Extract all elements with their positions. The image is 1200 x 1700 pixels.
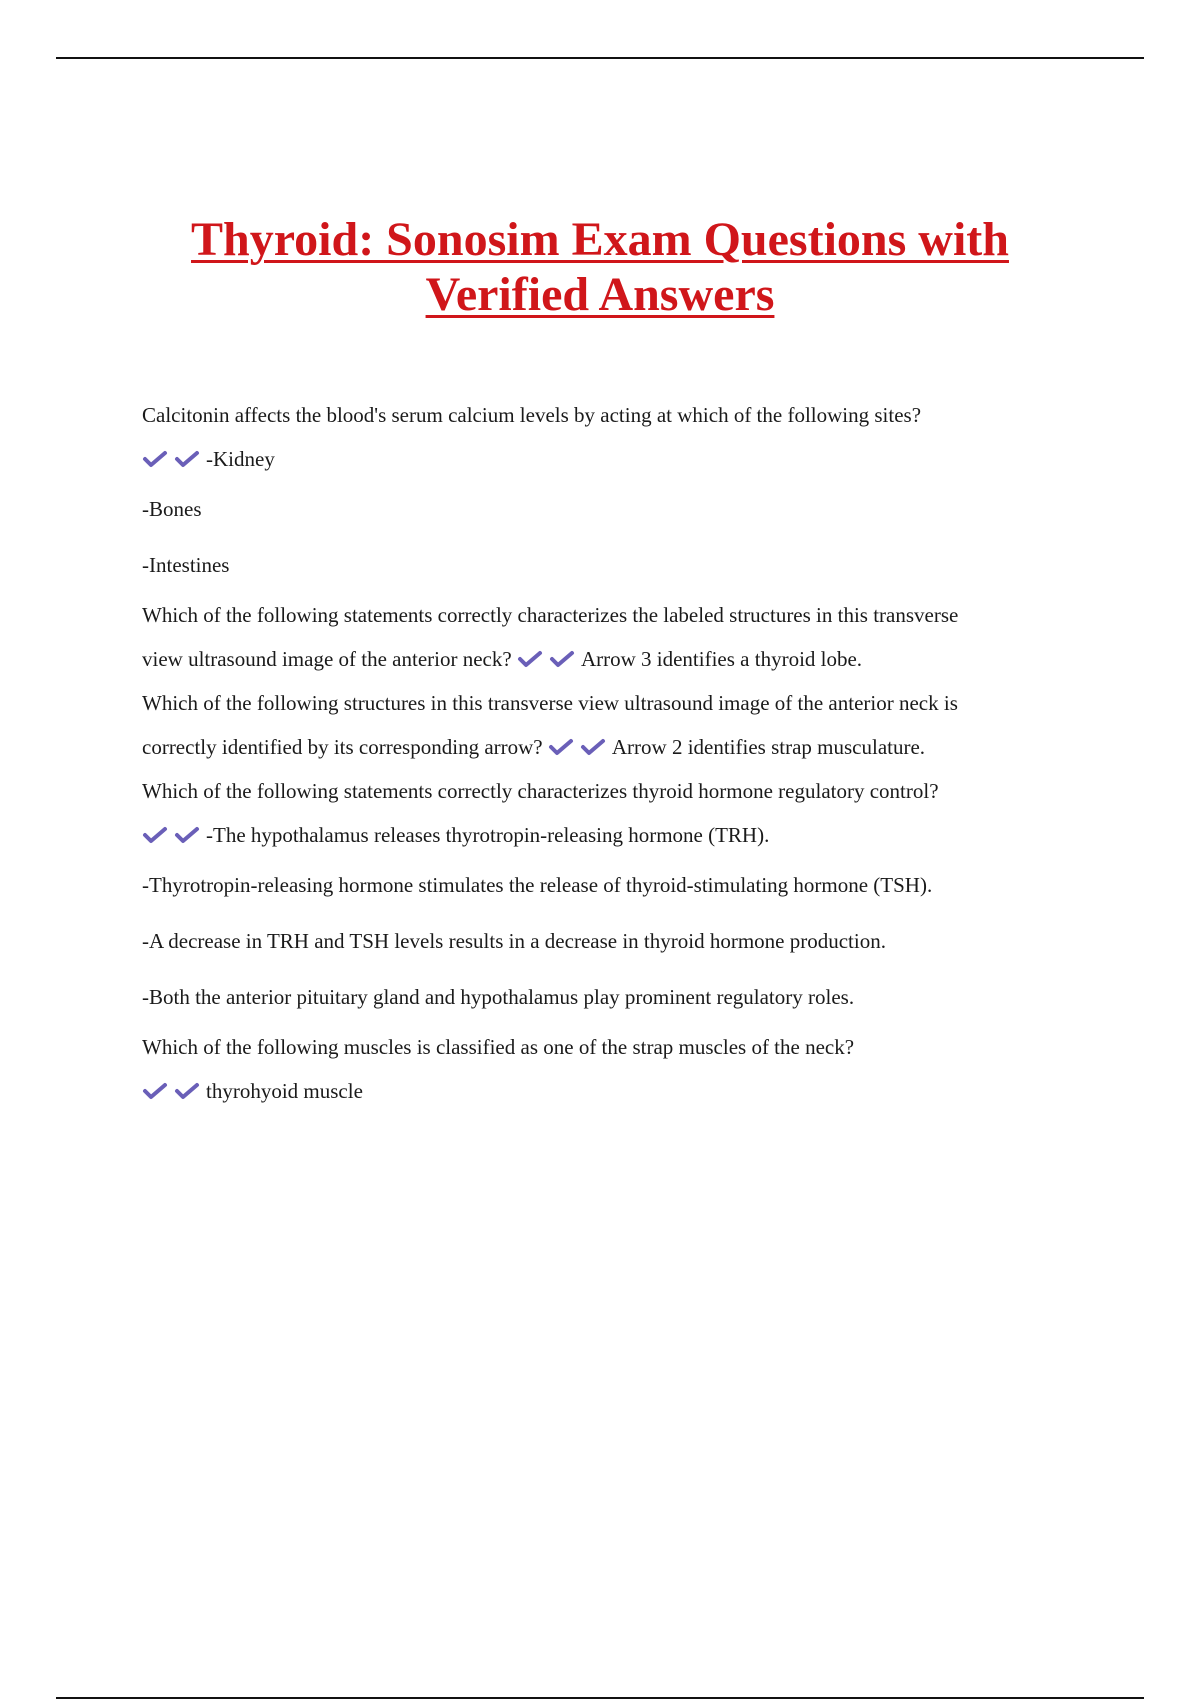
answer-option: -A decrease in TRH and TSH levels results in a decrease in thyroid hormone production. xyxy=(142,929,886,953)
question-block-4 xyxy=(142,769,1082,1025)
answer-line xyxy=(142,813,1082,857)
answer-line xyxy=(142,637,1082,681)
title-line-1: Thyroid: Sonosim Exam Questions with xyxy=(191,213,1009,266)
question-text: Which of the following muscles is classified as one of the strap muscles of the neck? xyxy=(142,1035,855,1059)
check-icon xyxy=(174,1082,200,1100)
check-icon xyxy=(174,450,200,468)
question-block-5 xyxy=(142,1025,1082,1113)
qa-content xyxy=(142,393,1082,1113)
verified-checks xyxy=(142,1069,206,1113)
verified-checks xyxy=(517,637,581,681)
answer-option: -The hypothalamus releases thyrotropin-releasing hormone (TRH). xyxy=(206,823,770,847)
answer-text: Arrow 2 identifies strap musculature. xyxy=(611,735,926,759)
answer-text: Arrow 3 identifies a thyroid lobe. xyxy=(580,647,863,671)
check-icon xyxy=(580,738,606,756)
check-icon xyxy=(174,826,200,844)
question-text: Calcitonin affects the blood's serum calcium levels by acting at which of the following sites? xyxy=(142,403,922,427)
check-icon xyxy=(517,650,543,668)
document-title xyxy=(0,212,1200,322)
answer-option: -Intestines xyxy=(142,553,230,577)
verified-checks xyxy=(548,725,612,769)
check-icon xyxy=(142,450,168,468)
question-text: Which of the following statements correctly characterizes the labeled structures in this transverse xyxy=(142,603,959,627)
question-text: Which of the following structures in this transverse view ultrasound image of the anterior neck is xyxy=(142,691,958,715)
answer-line xyxy=(142,1069,1082,1113)
verified-checks xyxy=(142,813,206,857)
answer-text: thyrohyoid muscle xyxy=(206,1079,363,1103)
question-block-2 xyxy=(142,593,1082,681)
check-icon xyxy=(549,650,575,668)
question-text: correctly identified by its corresponding arrow? xyxy=(142,735,543,759)
check-icon xyxy=(142,1082,168,1100)
bottom-rule xyxy=(56,1697,1144,1699)
question-text: view ultrasound image of the anterior neck? xyxy=(142,647,512,671)
top-rule xyxy=(56,57,1144,59)
question-block-1 xyxy=(142,393,1082,593)
answer-option: -Both the anterior pituitary gland and hypothalamus play prominent regulatory roles. xyxy=(142,985,855,1009)
answer-line xyxy=(142,437,1082,481)
verified-checks xyxy=(142,437,206,481)
answer-option: -Thyrotropin-releasing hormone stimulates the release of thyroid-stimulating hormone (TSH). xyxy=(142,873,933,897)
answer-option: -Kidney xyxy=(206,447,275,471)
check-icon xyxy=(142,826,168,844)
question-text: Which of the following statements correctly characterizes thyroid hormone regulatory control? xyxy=(142,779,939,803)
check-icon xyxy=(548,738,574,756)
answer-option: -Bones xyxy=(142,497,202,521)
answer-line xyxy=(142,725,1082,769)
question-block-3 xyxy=(142,681,1082,769)
title-line-2: Verified Answers xyxy=(425,268,775,321)
